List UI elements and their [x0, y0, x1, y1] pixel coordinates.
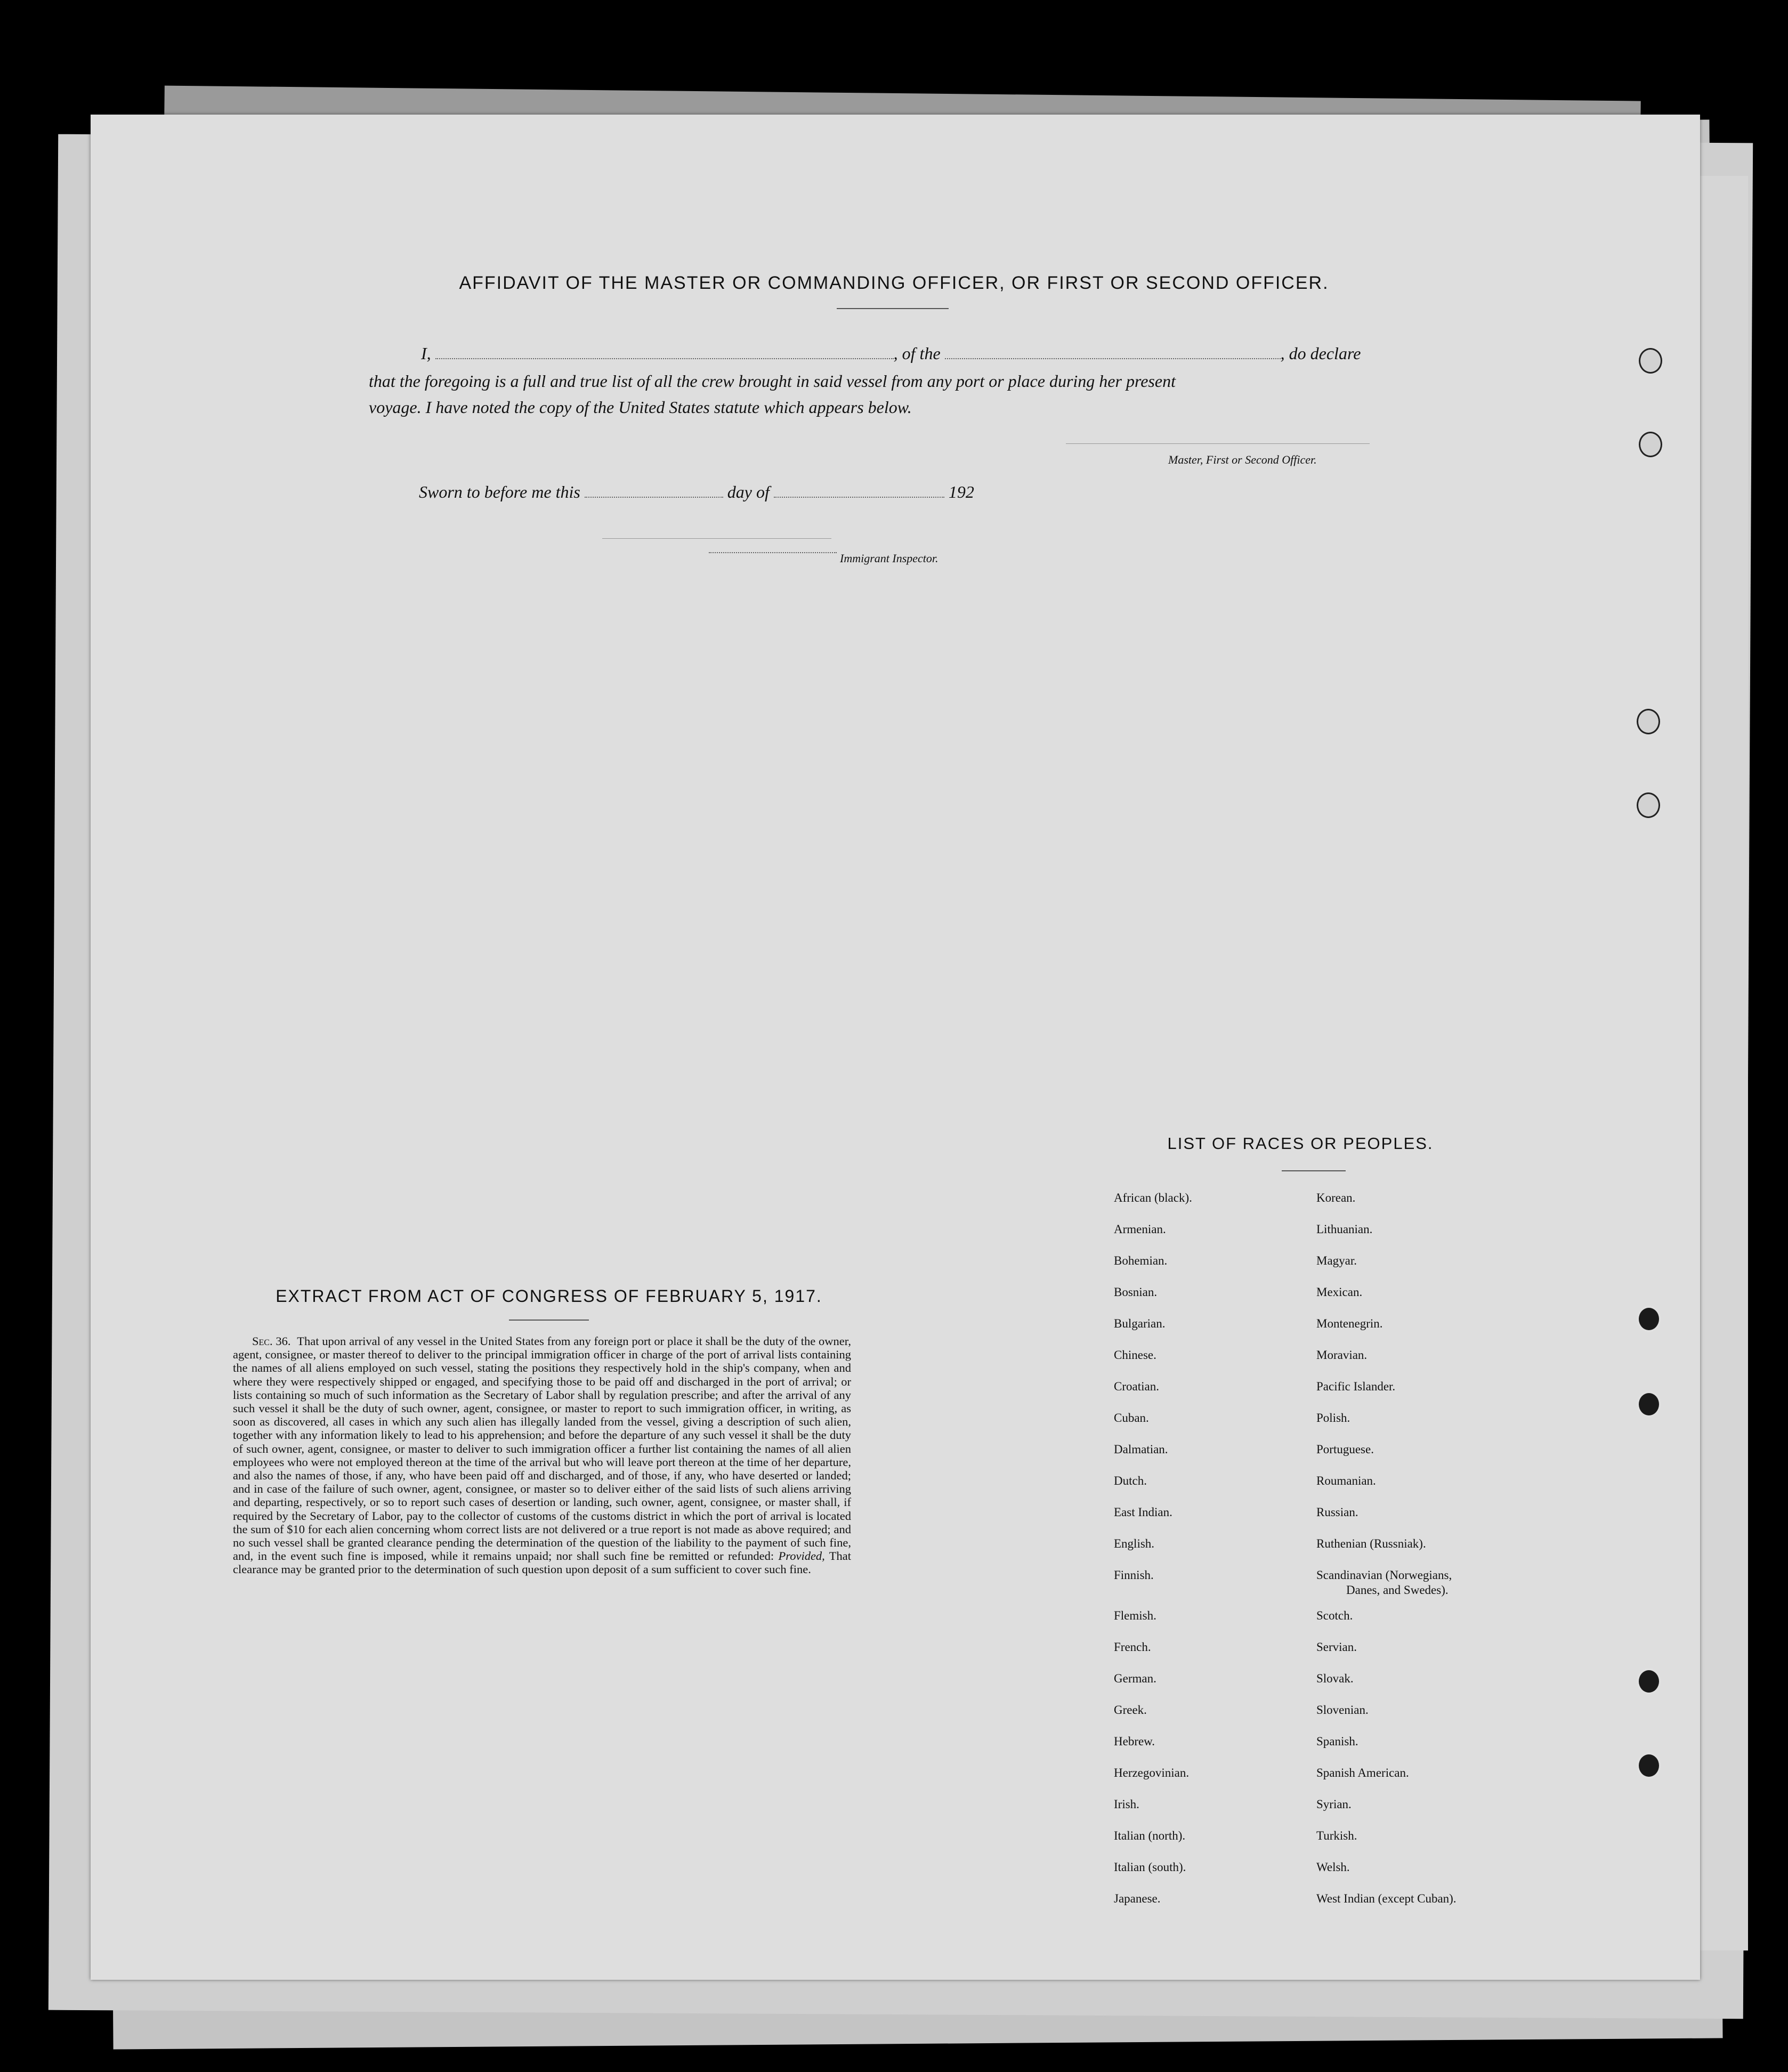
extract-title-underline: [509, 1320, 589, 1321]
sworn-day-of: day of: [727, 482, 770, 501]
list-item: [1114, 1735, 1519, 1766]
declaration-line-3: voyage. I have noted the copy of the United States statute which appears below.: [369, 398, 912, 417]
list-item: [1114, 1892, 1519, 1923]
list-item: [1114, 1191, 1519, 1223]
race-right: Spanish.: [1316, 1735, 1358, 1748]
race-left: Italian (north).: [1114, 1829, 1186, 1842]
race-right: Turkish.: [1316, 1829, 1357, 1842]
declaration-of-the: , of the: [893, 344, 941, 363]
race-right: Polish.: [1316, 1411, 1350, 1424]
race-left: Japanese.: [1114, 1892, 1161, 1905]
race-right: Portuguese.: [1316, 1443, 1374, 1456]
race-right: Slovenian.: [1316, 1703, 1369, 1717]
sworn-year: 192: [948, 482, 974, 501]
binder-hole-icon: [1639, 432, 1662, 457]
race-left: Herzegovinian.: [1114, 1766, 1190, 1779]
master-name-blank[interactable]: [435, 358, 894, 359]
sworn-line: [419, 482, 974, 502]
race-left: Italian (south).: [1114, 1860, 1186, 1874]
list-item: [1114, 1860, 1519, 1892]
extract-title: EXTRACT FROM ACT OF CONGRESS OF FEBRUARY 5, 1917.: [276, 1286, 822, 1306]
inspector-caption: Immigrant Inspector.: [840, 552, 939, 565]
race-left: Dutch.: [1114, 1474, 1147, 1487]
race-left: Bulgarian.: [1114, 1317, 1166, 1330]
race-left: Finnish.: [1114, 1568, 1154, 1582]
section-label: Sec. 36.: [252, 1334, 291, 1348]
race-left: East Indian.: [1114, 1506, 1172, 1519]
sworn-day-blank[interactable]: [585, 497, 723, 498]
binder-hole-icon: [1637, 1391, 1661, 1418]
race-left: African (black).: [1114, 1191, 1192, 1204]
race-right: Mexican.: [1316, 1285, 1363, 1299]
list-item: [1114, 1568, 1519, 1609]
race-right: West Indian (except Cuban).: [1316, 1892, 1457, 1905]
list-item: [1114, 1285, 1519, 1317]
race-left: Dalmatian.: [1114, 1443, 1168, 1456]
race-left: Bohemian.: [1114, 1254, 1168, 1267]
race-left: Croatian.: [1114, 1380, 1159, 1393]
declaration-line-2: that the foregoing is a full and true list of all the crew brought in said vessel from any port or place during her present: [369, 371, 1176, 391]
signature-caption: Master, First or Second Officer.: [1168, 453, 1317, 466]
signature-line[interactable]: [1066, 443, 1370, 444]
list-item: [1114, 1348, 1519, 1380]
race-left: Chinese.: [1114, 1348, 1156, 1362]
race-right: Scandinavian (Norwegians,: [1316, 1568, 1452, 1582]
list-item: [1114, 1223, 1519, 1254]
race-left: Flemish.: [1114, 1609, 1156, 1622]
race-right: Moravian.: [1316, 1348, 1368, 1362]
affidavit-title: AFFIDAVIT OF THE MASTER OR COMMANDING OFFICER, OR FIRST OR SECOND OFFICER.: [459, 273, 1329, 293]
race-right: Ruthenian (Russniak).: [1316, 1537, 1426, 1550]
binder-hole-icon: [1637, 709, 1660, 734]
inspector-dotted-line: [709, 552, 837, 553]
list-item: [1114, 1506, 1519, 1537]
race-right: Korean.: [1316, 1191, 1356, 1204]
list-item: [1114, 1411, 1519, 1443]
race-right: Lithuanian.: [1316, 1223, 1373, 1236]
race-right-continued: Danes, and Swedes).: [1346, 1583, 1449, 1597]
sworn-month-blank[interactable]: [774, 497, 944, 498]
vessel-name-blank[interactable]: [945, 358, 1281, 359]
race-right: Montenegrin.: [1316, 1317, 1383, 1330]
declaration-i: I,: [421, 344, 431, 363]
list-item: [1114, 1798, 1519, 1829]
list-item: [1114, 1254, 1519, 1285]
race-right: Pacific Islander.: [1316, 1380, 1396, 1393]
list-item: [1114, 1537, 1519, 1568]
title-underline: [837, 308, 949, 309]
binder-hole-icon: [1637, 1306, 1661, 1332]
list-item: [1114, 1829, 1519, 1860]
race-right: Scotch.: [1316, 1609, 1353, 1622]
race-left: Bosnian.: [1114, 1285, 1158, 1299]
race-right: Roumanian.: [1316, 1474, 1376, 1487]
list-item: [1114, 1317, 1519, 1348]
race-right: Magyar.: [1316, 1254, 1357, 1267]
race-right: Russian.: [1316, 1506, 1358, 1519]
race-left: Hebrew.: [1114, 1735, 1155, 1748]
race-right: Spanish American.: [1316, 1766, 1409, 1779]
race-left: Armenian.: [1114, 1223, 1166, 1236]
binder-hole-icon: [1637, 1668, 1661, 1695]
race-left: Cuban.: [1114, 1411, 1149, 1424]
list-item: [1114, 1474, 1519, 1506]
list-item: [1114, 1609, 1519, 1640]
race-left: Irish.: [1114, 1798, 1139, 1811]
declaration-line-1: [421, 344, 1361, 363]
binder-hole-icon: [1637, 792, 1660, 818]
race-left: English.: [1114, 1537, 1155, 1550]
race-left: Greek.: [1114, 1703, 1147, 1717]
list-item: [1114, 1766, 1519, 1798]
extract-text: That upon arrival of any vessel in the United States from any foreign port or place it shall be the duty of the owner, agent, consignee, or master thereof to deliver to the principal immigration officer in charge of the port of arrival lists containing the names of all aliens employed on such vessel, stating the positions they respectively hold in the ship's company, when and where they were respectively shipped or engaged, and specifying those to be paid off and discharged in the port of arrival; or lists containing so much of such information as the Secretary of Labor shall by regulation prescribe; and after the arrival of any such vessel it shall be the duty of such owner, agent, consignee, or master to report to such immigration officer, in writing, as soon as discovered, all cases in which any such alien has illegally landed from the vessel, giving a description of such alien, together with any information likely to lead to his apprehension; and before the departure of any such vessel it shall be the duty of such owner, agent, consignee, or master to deliver to such immigration officer a further list containing the names of all alien employees who were not employed thereon at the time of the arrival but who will leave port thereon at the time of her departure, and also the names of those, if any, who have been paid off and discharged, and of those, if any, who have deserted or landed; and in case of the failure of such owner, agent, consignee, or master so to deliver either of the said lists of such aliens arriving and departing, respectively, or so to report such cases of desertion or landing, such owner, agent, consignee, or master shall, if required by the Secretary of Labor, pay to the collector of customs of the customs district in which the port of arrival is located the sum of $10 for each alien concerning whom correct lists are not delivered or a true report is not made as above required; and no such vessel shall be granted clearance pending the determination of the question of the liability to the payment of such fine, and, in the event such fine is imposed, while it remains unpaid; nor shall such fine be remitted or refunded:: [233, 1334, 852, 1563]
extract-text-end: That clearance may be granted prior to the determination of such question upon deposit of a sum sufficient to cover such fine.: [233, 1549, 852, 1576]
provided-term: Provided,: [778, 1549, 825, 1563]
list-item: [1114, 1672, 1519, 1703]
list-item: [1114, 1443, 1519, 1474]
list-item: [1114, 1703, 1519, 1735]
list-item: [1114, 1640, 1519, 1672]
extract-body: [233, 1334, 851, 1576]
race-right: Syrian.: [1316, 1798, 1352, 1811]
race-right: Welsh.: [1316, 1860, 1350, 1874]
race-right: Slovak.: [1316, 1672, 1354, 1685]
races-list: [1114, 1191, 1519, 1923]
binder-hole-icon: [1637, 1752, 1661, 1779]
races-list-title: LIST OF RACES OR PEOPLES.: [1167, 1134, 1434, 1153]
sworn-prefix: Sworn to before me this: [419, 482, 580, 501]
inspector-signature-line[interactable]: [602, 538, 831, 539]
race-left: German.: [1114, 1672, 1156, 1685]
races-title-underline: [1282, 1170, 1346, 1171]
race-left: French.: [1114, 1640, 1151, 1654]
binder-hole-icon: [1639, 348, 1662, 374]
list-item: [1114, 1380, 1519, 1411]
race-right: Servian.: [1316, 1640, 1357, 1654]
declaration-do-declare: , do declare: [1280, 344, 1361, 363]
